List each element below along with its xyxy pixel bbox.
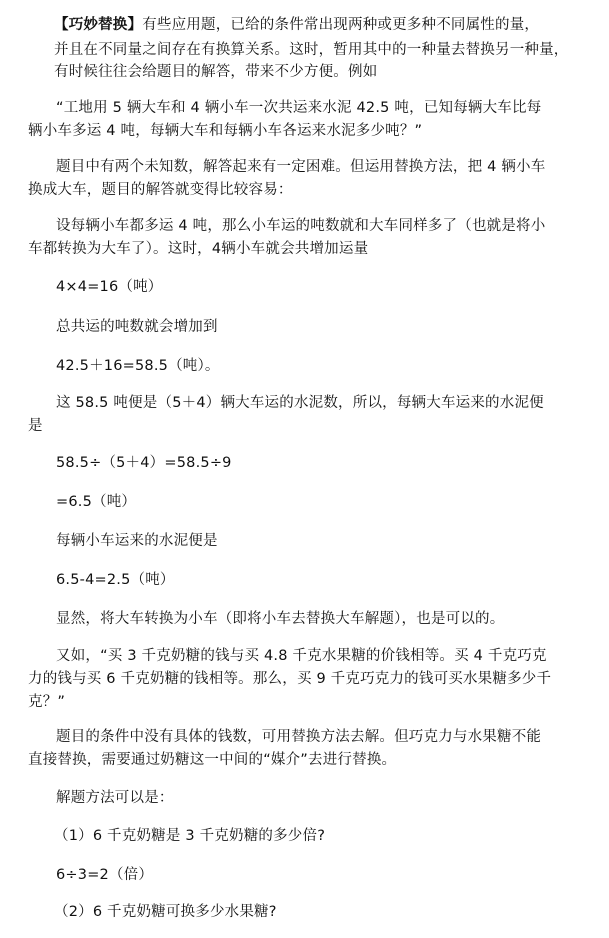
calc-increase: 4×4=16（吨）	[56, 279, 163, 295]
problem2-line-1: 又如，“买 3 千克奶糖的钱与买 4.8 千克水果糖的价钱相等。买 4 千克巧克	[56, 648, 547, 664]
difficulty-line-2: 换成大车，题目的解答就变得比较容易：	[28, 182, 293, 198]
method-intro: 解题方法可以是：	[56, 790, 174, 806]
para58-line-1: 这 58.5 吨便是（5＋4）辆大车运的水泥数，所以，每辆大车运来的水泥便	[56, 395, 544, 411]
para58-line-2: 是	[28, 418, 43, 434]
section-heading: 【巧妙替换】	[54, 17, 143, 33]
obviously-text: 显然，将大车转换为小车（即将小车去替换大车解题），也是可以的。	[56, 611, 505, 627]
assume-line-1: 设每辆小车都多运 4 吨，那么小车运的吨数就和大车同样多了（也就是将小	[56, 218, 546, 234]
step1-question: （1）6 千克奶糖是 3 千克奶糖的多少倍?	[54, 828, 326, 844]
problem2-line-3: 克？”	[28, 694, 66, 710]
calc-total: 42.5＋16=58.5（吨）。	[56, 358, 220, 374]
problem2-line-2: 力的钱与买 6 千克奶糖的钱相等。那么，买 9 千克巧克力的钱可买水果糖多少千	[28, 671, 552, 687]
calc-division: 58.5÷（5＋4）=58.5÷9	[56, 455, 232, 471]
intro-line-2: 并且在不同量之间存在有换算关系。这时，暂用其中的一种量去替换另一种量，	[54, 42, 569, 58]
calc-result-small: 6.5-4=2.5（吨）	[56, 572, 175, 588]
step2-question: （2）6 千克奶糖可换多少水果糖?	[54, 904, 277, 920]
intro-line-3: 有时候往往会给题目的解答，带来不少方便。例如	[54, 64, 378, 80]
intro-text: 有些应用题，已给的条件常出现两种或更多种不同属性的量，	[142, 17, 540, 33]
problem1-line-2: 辆小车多运 4 吨，每辆大车和每辆小车各运来水泥多少吨？”	[28, 123, 423, 139]
assume-line-2: 车都转换为大车了）。这时，4辆小车就会共增加运量	[28, 241, 369, 257]
total-increase-text: 总共运的吨数就会增加到	[56, 319, 218, 335]
problem1-line-1: “工地用 5 辆大车和 4 辆小车一次共运来水泥 42.5 吨，已知每辆大车比每	[56, 100, 542, 116]
calc-result-big: =6.5（吨）	[56, 494, 137, 510]
medium-line-1: 题目的条件中没有具体的钱数，可用替换方法去解。但巧克力与水果糖不能	[56, 729, 542, 745]
medium-line-2: 直接替换，需要通过奶糖这一中间的“媒介”去进行替换。	[28, 752, 397, 768]
difficulty-line-1: 题目中有两个未知数，解答起来有一定困难。但运用替换方法，把 4 辆小车	[56, 159, 546, 175]
small-truck-text: 每辆小车运来的水泥便是	[56, 533, 218, 549]
intro-line-1	[54, 15, 539, 35]
step1-calc: 6÷3=2（倍）	[56, 867, 154, 883]
